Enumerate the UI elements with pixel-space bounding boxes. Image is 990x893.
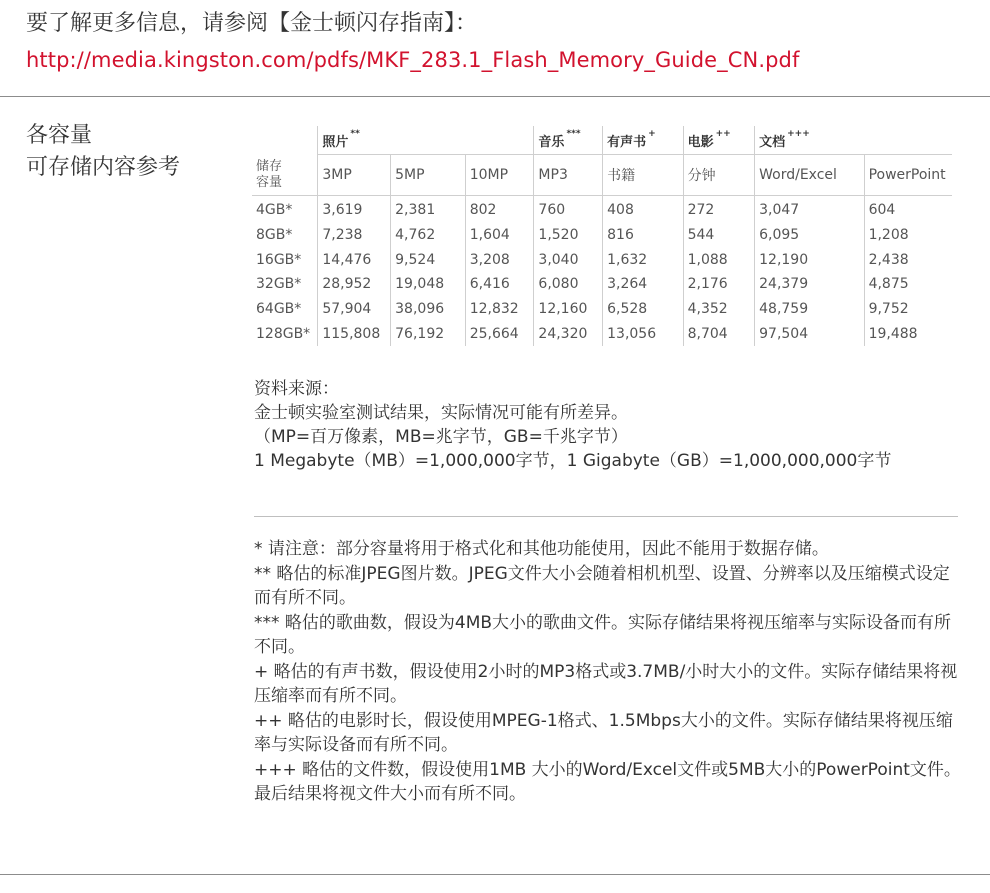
table-cell: 6,080 bbox=[534, 272, 603, 297]
intro-text: 要了解更多信息，请参阅【金士顿闪存指南】： bbox=[26, 11, 478, 36]
footnote: +++ 略估的文件数，假设使用1MB 大小的Word/Excel文件或5MB大小的PowerPoint文件。最后结果将视文件大小而有所不同。 bbox=[254, 759, 961, 804]
table-cell: 9,752 bbox=[864, 297, 952, 322]
footnote: + 略估的有声书数，假设使用2小时的MP3格式或3.7MB/小时大小的文件。实际存储结果将视压缩率而有所不同。 bbox=[254, 661, 958, 706]
notes-divider bbox=[254, 516, 958, 517]
table-row bbox=[252, 247, 952, 272]
table-cell: 19,488 bbox=[864, 321, 952, 346]
row-capacity: 64GB* bbox=[256, 301, 302, 318]
table-cell: 3,264 bbox=[603, 272, 683, 297]
table-row bbox=[252, 297, 952, 322]
table-cell: 8,704 bbox=[683, 321, 755, 346]
table-cell: 3,047 bbox=[755, 196, 864, 223]
footnote: *** 略估的歌曲数，假设为4MB大小的歌曲文件。实际存储结果将视压缩率与实际设备而有所不同。 bbox=[254, 612, 952, 657]
table-cell: 3,619 bbox=[318, 196, 391, 223]
table-cell: 760 bbox=[534, 196, 603, 223]
table-cell: 3,040 bbox=[534, 247, 603, 272]
subheader-powerpoint: PowerPoint bbox=[864, 155, 952, 196]
row-capacity: 4GB* bbox=[256, 202, 293, 219]
table-cell: 48,759 bbox=[755, 297, 864, 322]
table-cell: 604 bbox=[864, 196, 952, 223]
row-capacity: 128GB* bbox=[256, 325, 311, 342]
table-cell: 7,238 bbox=[318, 223, 391, 248]
table-cell: 14,476 bbox=[318, 247, 391, 272]
footnotes bbox=[254, 537, 966, 807]
table-cell: 408 bbox=[603, 196, 683, 223]
table-cell: 816 bbox=[603, 223, 683, 248]
table-cell: 115,808 bbox=[318, 321, 391, 346]
table-cell: 6,416 bbox=[465, 272, 534, 297]
row-capacity: 8GB* bbox=[256, 227, 293, 244]
row-capacity: 16GB* bbox=[256, 251, 302, 268]
table-cell: 1,208 bbox=[864, 223, 952, 248]
table-cell: 76,192 bbox=[391, 321, 466, 346]
table-cell: 13,056 bbox=[603, 321, 683, 346]
group-header-music: 音乐*** bbox=[534, 126, 603, 155]
subheader-3mp: 3MP bbox=[318, 155, 391, 196]
table-cell: 2,438 bbox=[864, 247, 952, 272]
table-cell: 1,520 bbox=[534, 223, 603, 248]
table-row bbox=[252, 272, 952, 297]
table-cell: 12,160 bbox=[534, 297, 603, 322]
group-header-documents: 文档+++ bbox=[755, 126, 952, 155]
table-subheader-row bbox=[252, 155, 952, 196]
group-header-audiobooks: 有声书+ bbox=[603, 126, 683, 155]
top-divider bbox=[0, 96, 990, 97]
table-cell: 12,832 bbox=[465, 297, 534, 322]
flash-guide-link[interactable]: http://media.kingston.com/pdfs/MKF_283.1_Flash_Memory_Guide_CN.pdf bbox=[26, 48, 800, 72]
table-cell: 97,504 bbox=[755, 321, 864, 346]
subheader-minutes: 分钟 bbox=[683, 155, 755, 196]
capacity-header: 储存 容量 bbox=[252, 155, 318, 196]
row-capacity: 32GB* bbox=[256, 276, 302, 293]
table-cell: 2,176 bbox=[683, 272, 755, 297]
bottom-divider bbox=[0, 874, 990, 875]
table-cell: 4,762 bbox=[391, 223, 466, 248]
source-line: 金士顿实验室测试结果，实际情况可能有所差异。 bbox=[254, 403, 628, 423]
table-cell: 544 bbox=[683, 223, 755, 248]
subheader-mp3: MP3 bbox=[534, 155, 603, 196]
source-line: （MP=百万像素，MB=兆字节，GB=千兆字节） bbox=[254, 427, 628, 447]
table-cell: 24,320 bbox=[534, 321, 603, 346]
table-cell: 1,088 bbox=[683, 247, 755, 272]
table-cell: 1,604 bbox=[465, 223, 534, 248]
capacity-table bbox=[252, 126, 952, 346]
table-cell: 4,875 bbox=[864, 272, 952, 297]
table-cell: 6,528 bbox=[603, 297, 683, 322]
table-cell: 1,632 bbox=[603, 247, 683, 272]
table-cell: 25,664 bbox=[465, 321, 534, 346]
source-line: 1 Megabyte（MB）=1,000,000字节，1 Gigabyte（GB）=1,000,000,000字节 bbox=[254, 451, 892, 471]
source-title: 资料来源： bbox=[254, 379, 339, 399]
footnote: * 请注意：部分容量将用于格式化和其他功能使用，因此不能用于数据存储。 bbox=[254, 539, 829, 559]
table-cell: 28,952 bbox=[318, 272, 391, 297]
group-header-photos: 照片** bbox=[318, 126, 534, 155]
table-cell: 24,379 bbox=[755, 272, 864, 297]
table-row bbox=[252, 196, 952, 223]
section-title-line1: 各容量 bbox=[26, 123, 93, 148]
table-cell: 6,095 bbox=[755, 223, 864, 248]
section-title bbox=[26, 120, 180, 184]
footnote: ++ 略估的电影时长，假设使用MPEG-1格式、1.5Mbps大小的文件。实际存储结果将视压缩率与实际设备而有所不同。 bbox=[254, 710, 953, 755]
subheader-word-excel: Word/Excel bbox=[755, 155, 864, 196]
section-title-line2: 可存储内容参考 bbox=[26, 155, 181, 180]
group-header-movies: 电影++ bbox=[683, 126, 755, 155]
table-row bbox=[252, 321, 952, 346]
table-cell: 57,904 bbox=[318, 297, 391, 322]
subheader-books: 书籍 bbox=[603, 155, 683, 196]
table-group-header-row bbox=[252, 126, 952, 155]
table-cell: 802 bbox=[465, 196, 534, 223]
table-cell: 19,048 bbox=[391, 272, 466, 297]
subheader-10mp: 10MP bbox=[465, 155, 534, 196]
table-cell: 12,190 bbox=[755, 247, 864, 272]
footnote: ** 略估的标准JPEG图片数。JPEG文件大小会随着相机机型、设置、分辨率以及压缩模式设定而有所不同。 bbox=[254, 563, 950, 608]
table-cell: 38,096 bbox=[391, 297, 466, 322]
table-cell: 4,352 bbox=[683, 297, 755, 322]
table-cell: 272 bbox=[683, 196, 755, 223]
table-cell: 9,524 bbox=[391, 247, 466, 272]
source-notes bbox=[254, 377, 964, 473]
subheader-5mp: 5MP bbox=[391, 155, 466, 196]
table-cell: 2,381 bbox=[391, 196, 466, 223]
capacity-table-wrap bbox=[252, 126, 952, 346]
table-corner bbox=[252, 126, 318, 155]
table-row bbox=[252, 223, 952, 248]
table-cell: 3,208 bbox=[465, 247, 534, 272]
